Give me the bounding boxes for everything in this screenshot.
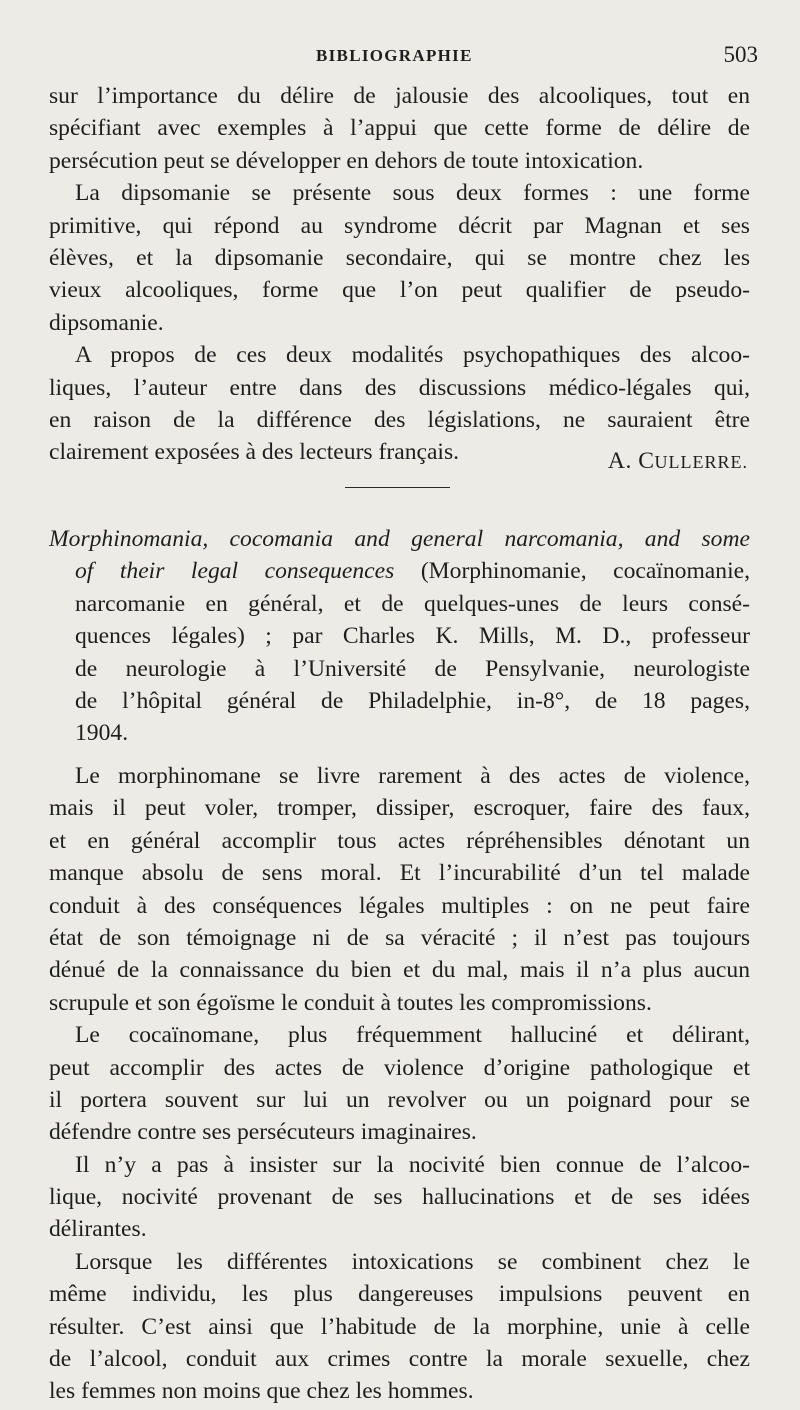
- title-line: 1904.: [75, 720, 129, 747]
- title-line: narcomanie en général, et de quelques-unes de leurs consé-: [75, 590, 750, 617]
- title-roman: (Morphinomanie, cocaïnomanie,: [394, 558, 751, 585]
- text-line: les femmes non moins que chez les hommes.: [49, 1378, 474, 1405]
- text-line: mais il peut voler, tromper, dissiper, escroquer, faire des faux,: [49, 795, 750, 822]
- title-line: de neurologie à l’Université de Pensylvanie, neurologiste: [75, 655, 750, 682]
- title-italic: Morphinomania, cocomania and general narcomania, and some: [49, 526, 750, 552]
- text-line: spécifiant avec exemples à l’appui que cette forme de délire de: [49, 115, 750, 142]
- text-line: liques, l’auteur entre dans des discussions médico-légales qui,: [49, 374, 750, 401]
- review-signature: [608, 448, 748, 475]
- text-line: persécution peut se développer en dehors de toute intoxication.: [49, 147, 644, 174]
- title-line: [49, 555, 750, 587]
- text-line: A propos de ces deux modalités psychopathiques des alcoo-: [75, 342, 750, 369]
- text-line: sur l’importance du délire de jalousie des alcooliques, tout en: [49, 83, 750, 109]
- text-line: défendre contre ses persécuteurs imaginaires.: [49, 1119, 477, 1146]
- running-title: BIBLIOGRAPHIE: [316, 46, 473, 65]
- text-line: élèves, et la dipsomanie secondaire, qui se montre chez les: [49, 244, 750, 271]
- text-line: peut accomplir des actes de violence d’origine pathologique et: [49, 1054, 750, 1081]
- title-line: [49, 523, 750, 555]
- title-line: quences légales) ; par Charles K. Mills, M. D., professeur: [75, 623, 750, 650]
- text-line: état de son témoignage ni de sa véracité ; il n’est pas toujours: [49, 924, 750, 951]
- text-line: conduit à des conséquences légales multiples : on ne peut faire: [49, 892, 750, 919]
- review-body: [49, 760, 750, 1408]
- text-line: dipsomanie.: [49, 309, 164, 336]
- text-line: Le cocaïnomane, plus fréquemment halluciné et délirant,: [75, 1022, 750, 1049]
- signature-surname: ULLERRE.: [654, 452, 748, 472]
- text-line: clairement exposées à des lecteurs français.: [49, 439, 460, 466]
- text-line: résulter. C’est ainsi que l’habitude de la morphine, unie à celle: [49, 1313, 750, 1340]
- page-header: [0, 42, 800, 76]
- text-line: de l’alcool, conduit aux crimes contre la morale sexuelle, chez: [49, 1346, 750, 1373]
- page-number: 503: [723, 42, 758, 67]
- text-line: en raison de la différence des législations, ne sauraient être: [49, 406, 750, 433]
- text-line: primitive, qui répond au syndrome décrit par Magnan et ses: [49, 212, 750, 239]
- text-line: vieux alcooliques, forme que l’on peut qualifier de pseudo-: [49, 277, 750, 304]
- text-line: il portera souvent sur lui un revolver ou un poignard pour se: [49, 1086, 750, 1113]
- text-line: dénué de la connaissance du bien et du mal, mais il n’a plus aucun: [49, 957, 750, 984]
- title-line: de l’hôpital général de Philadelphie, in-8°, de 18 pages,: [75, 687, 750, 714]
- text-line: et en général accomplir tous actes répréhensibles dénotant un: [49, 827, 750, 854]
- title-italic: of their legal consequences: [75, 558, 395, 585]
- review-alcoholism-continuation: [49, 80, 750, 469]
- text-line: La dipsomanie se présente sous deux formes : une forme: [75, 180, 750, 207]
- review-title-entry: [49, 523, 750, 750]
- text-line: scrupule et son égoïsme le conduit à toutes les compromissions.: [49, 989, 652, 1016]
- text-line: délirantes.: [49, 1216, 147, 1243]
- text-line: Lorsque les différentes intoxications se combinent chez le: [75, 1248, 750, 1275]
- text-line: Il n’y a pas à insister sur la nocivité bien connue de l’alcoo-: [75, 1151, 750, 1178]
- text-line: même individu, les plus dangereuses impulsions peuvent en: [49, 1281, 750, 1308]
- text-line: manque absolu de sens moral. Et l’incurabilité d’un tel malade: [49, 860, 750, 887]
- text-line: Le morphinomane se livre rarement à des actes de violence,: [75, 763, 750, 789]
- signature-initial: A. C: [607, 448, 655, 474]
- text-line: lique, nocivité provenant de ses hallucinations et de ses idées: [49, 1184, 750, 1211]
- section-divider: [345, 487, 450, 488]
